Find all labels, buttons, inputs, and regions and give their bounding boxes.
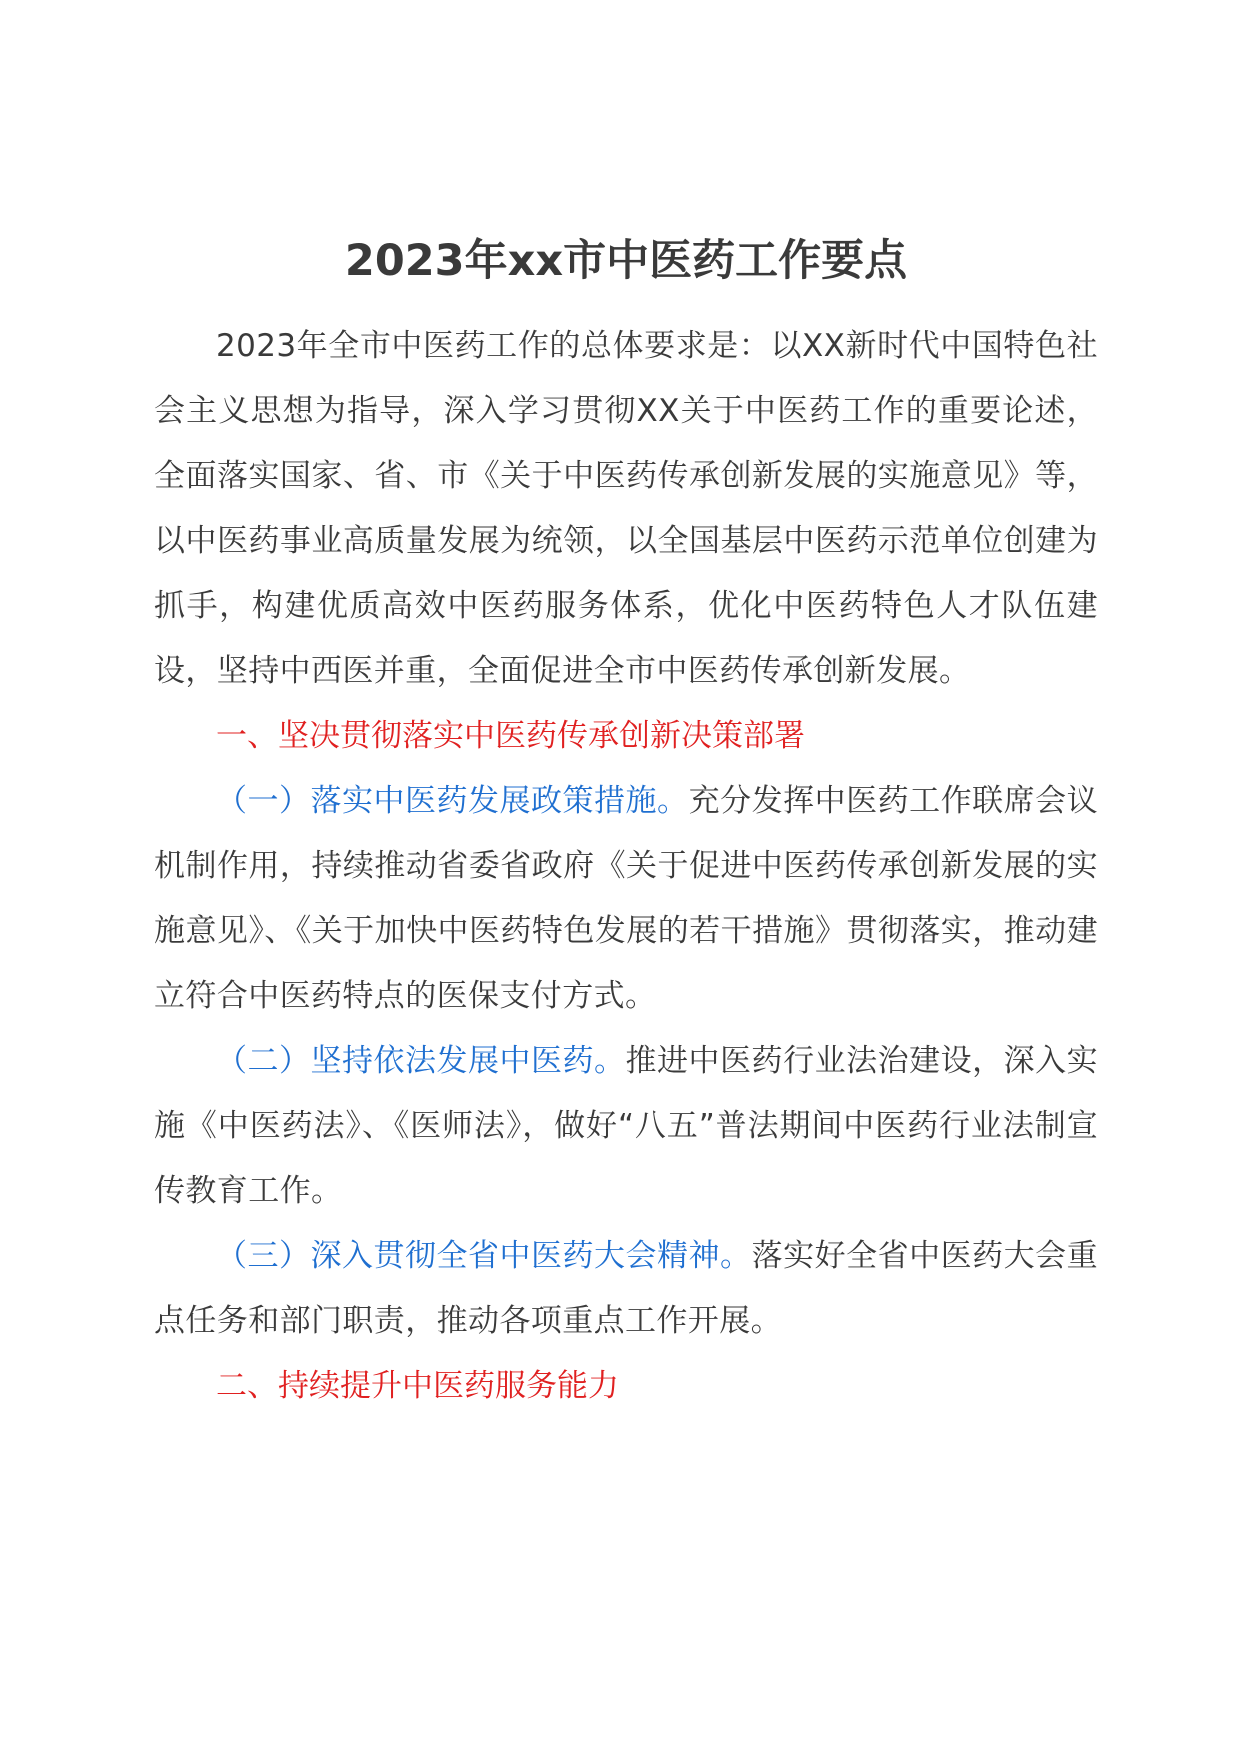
section-1-item-3: [154, 1224, 1098, 1354]
section-1-item-2: [154, 1029, 1098, 1224]
document-title: 2023年xx市中医药工作要点: [344, 236, 908, 286]
item-body-1-2: 推进中医药行业法治建设，深入实施《中医药法》、《医师法》，做好“八五”普法期间中医药行业法制宣传教育工作。: [154, 1042, 1098, 1209]
intro-paragraph: 2023年全市中医药工作的总体要求是：以XX新时代中国特色社会主义思想为指导，深入学习贯彻XX关于中医药工作的重要论述，全面落实国家、省、市《关于中医药传承创新发展的实施意见》等，以中医药事业高质量发展为统领，以全国基层中医药示范单位创建为抓手，构建优质高效中医药服务体系，优化中医药特色人才队伍建设，坚持中西医并重，全面促进全市中医药传承创新发展。: [154, 327, 1098, 689]
subheading-1-3: （三）深入贯彻全省中医药大会精神。: [216, 1237, 752, 1274]
item-body-1-1: 充分发挥中医药工作联席会议机制作用，持续推动省委省政府《关于促进中医药传承创新发展的实施意见》、《关于加快中医药特色发展的若干措施》贯彻落实，推动建立符合中医药特点的医保支付方式。: [154, 782, 1099, 1014]
document-page: [154, 236, 1098, 1419]
section-heading-1: 一、坚决贯彻落实中医药传承创新决策部署: [216, 717, 805, 754]
subheading-1-1: （一）落实中医药发展政策措施。: [216, 782, 689, 819]
section-heading-2: 二、持续提升中医药服务能力: [216, 1367, 619, 1404]
section-1-item-1: [154, 769, 1098, 1029]
subheading-1-2: （二）坚持依法发展中医药。: [216, 1042, 626, 1079]
item-body-1-3: 落实好全省中医药大会重点任务和部门职责，推动各项重点工作开展。: [154, 1237, 1098, 1339]
